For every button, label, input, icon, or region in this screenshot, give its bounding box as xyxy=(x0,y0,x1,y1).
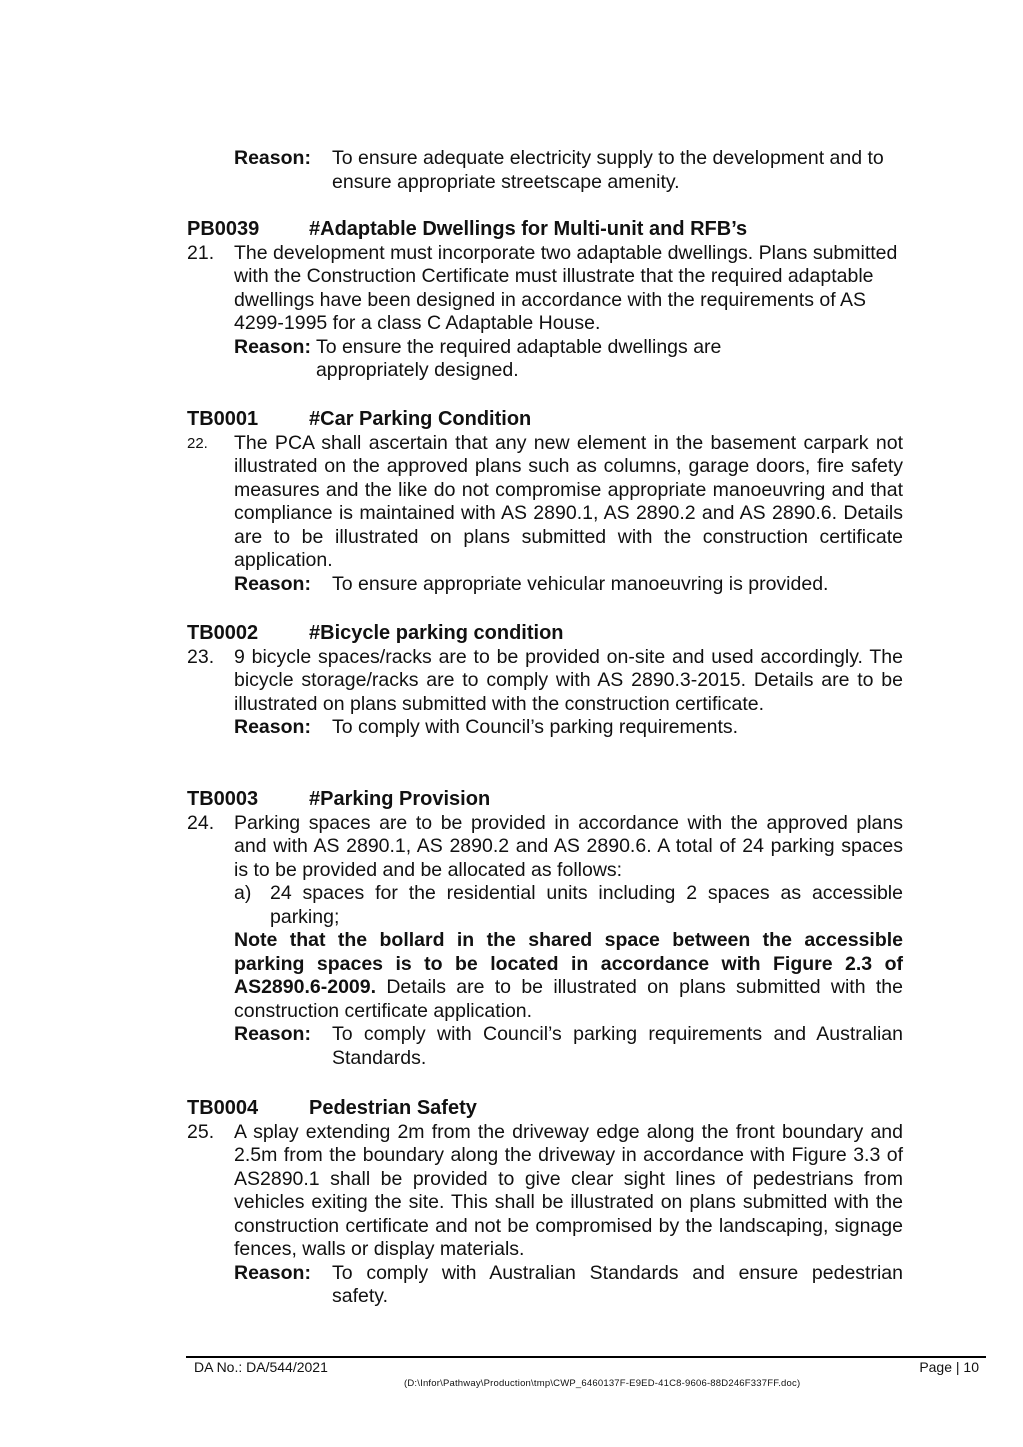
condition-number: 22. xyxy=(187,434,208,452)
bollard-note-rest: Details are to be illustrated on plans submitted with the construction certificate application. xyxy=(234,976,903,1022)
condition-tb0002 xyxy=(187,622,903,740)
reason-text: To comply with Council’s parking requirements. xyxy=(332,716,739,738)
allocation-list-item xyxy=(234,882,903,929)
condition-number: 21. xyxy=(187,241,215,264)
footer-da-number: DA No.: DA/544/2021 xyxy=(194,1359,328,1375)
condition-reason xyxy=(234,573,903,597)
condition-item xyxy=(187,812,903,1071)
condition-item xyxy=(187,432,903,597)
condition-code: TB0004 xyxy=(187,1097,259,1119)
reason-text: To ensure the required adaptable dwellings are appropriately designed. xyxy=(315,335,722,381)
condition-title: #Car Parking Condition xyxy=(309,408,532,430)
reason-text: To ensure adequate electricity supply to the development and to ensure appropriate streetscape amenity. xyxy=(332,147,884,193)
condition-pb0039 xyxy=(187,218,903,383)
footer-file-path: (D:\Infor\Pathway\Production\tmp\CWP_6460137F-E9ED-41C8-9606-88D246F337FF.doc) xyxy=(404,1378,801,1389)
condition-tb0004 xyxy=(187,1097,903,1309)
condition-body: The development must incorporate two adaptable dwellings. Plans submitted with the Construction Certificate must illustrate that the required adaptable dwellings have been designed in accordance with the requirements of AS 4299-1995 for a class C Adaptable House. xyxy=(234,241,898,334)
condition-heading xyxy=(187,218,903,242)
condition-item xyxy=(187,242,903,383)
condition-body: The PCA shall ascertain that any new element in the basement carpark not illustrated on the approved plans such as columns, garage doors, fire safety measures and the like do not compromise appropriate manoeuvring and that compliance is maintained with AS 2890.1, AS 2890.2 and AS 2890.6. Details are to be illustrated on plans submitted with the construction certificate application. xyxy=(234,431,903,571)
condition-item xyxy=(187,1121,903,1309)
condition-number: 24. xyxy=(187,811,215,834)
reason-text: To comply with Council’s parking requirements and Australian Standards. xyxy=(332,1023,903,1069)
condition-title: #Bicycle parking condition xyxy=(309,622,564,644)
condition-body: A splay extending 2m from the driveway edge along the front boundary and 2.5m from the boundary along the driveway in accordance with Figure 3.3 of AS2890.1 shall be provided to give clear sight lines of pedestrians from vehicles exiting the site. This shall be illustrated on plans submitted with the construction certificate and not be compromised by the landscaping, signage fences, walls or display materials. xyxy=(234,1120,903,1260)
condition-code: TB0003 xyxy=(187,788,259,810)
condition-code: PB0039 xyxy=(187,218,260,240)
condition-item xyxy=(187,646,903,740)
condition-number: 23. xyxy=(187,645,215,668)
footer-rule xyxy=(186,1356,986,1358)
bollard-note-bold: Note that the bollard in the shared space between the accessible parking spaces is to be located in accordance with Figure 2.3 of AS2890.6-2009. xyxy=(234,929,903,998)
condition-title: Pedestrian Safety xyxy=(309,1097,477,1119)
condition-number: 25. xyxy=(187,1120,215,1143)
reason-text: To comply with Australian Standards and ensure pedestrian safety. xyxy=(332,1261,903,1307)
condition-heading xyxy=(187,622,903,646)
footer-page-number: Page | 10 xyxy=(919,1359,979,1375)
reason-label: Reason: xyxy=(234,572,311,595)
condition-title: #Parking Provision xyxy=(309,788,491,810)
condition-code: TB0002 xyxy=(187,622,259,644)
condition-heading xyxy=(187,1097,903,1121)
reason-label: Reason: xyxy=(234,1023,311,1045)
condition-body: 9 bicycle spaces/racks are to be provided on-site and used accordingly. The bicycle storage/racks are to comply with AS 2890.3-2015. Details are to be illustrated on plans submitted with the construction certificate. xyxy=(234,645,903,715)
top-reason xyxy=(234,147,904,194)
condition-reason xyxy=(234,1262,903,1309)
condition-title: #Adaptable Dwellings for Multi-unit and RFB’s xyxy=(309,218,748,240)
reason-label: Reason: xyxy=(234,1261,311,1284)
list-item-text: 24 spaces for the residential units including 2 spaces as accessible parking; xyxy=(270,882,903,928)
list-marker: a) xyxy=(234,882,252,904)
condition-code: TB0001 xyxy=(187,408,259,430)
condition-tb0001 xyxy=(187,408,903,596)
reason-label: Reason: xyxy=(234,335,311,358)
condition-tb0003 xyxy=(187,788,903,1070)
condition-body: Parking spaces are to be provided in accordance with the approved plans and with AS 2890.1, AS 2890.2 and AS 2890.6. A total of 24 parking spaces is to be provided and be allocated as follows: xyxy=(234,811,903,881)
condition-reason xyxy=(234,336,903,383)
reason-text: To ensure appropriate vehicular manoeuvring is provided. xyxy=(332,572,829,595)
condition-heading xyxy=(187,788,903,812)
condition-reason xyxy=(234,1023,903,1070)
reason-label: Reason: xyxy=(234,147,311,169)
reason-label: Reason: xyxy=(234,716,311,738)
bollard-note xyxy=(234,929,903,1023)
condition-reason xyxy=(234,716,903,740)
condition-heading xyxy=(187,408,903,432)
